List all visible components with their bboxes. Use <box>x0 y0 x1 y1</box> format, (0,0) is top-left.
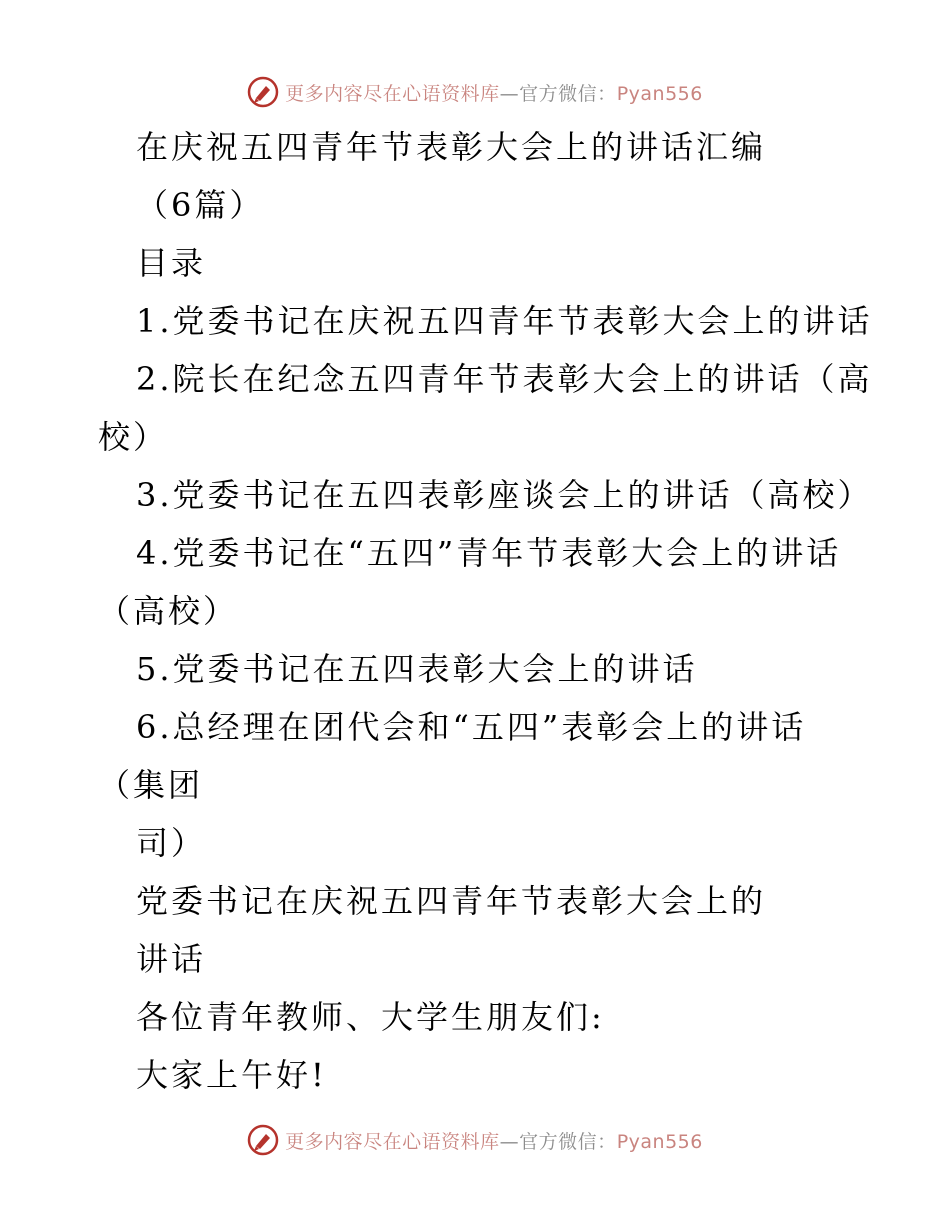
section-title: 党委书记在庆祝五四青年节表彰大会上的 <box>136 882 767 920</box>
salutation: 各位青年教师、大学生朋友们: <box>136 998 605 1036</box>
header-banner <box>0 72 950 112</box>
toc-item-6: 6.总经理在团代会和“五四”表彰会上的讲话 <box>136 708 807 746</box>
header-banner-text <box>285 79 703 106</box>
toc-item-3: 3.党委书记在五四表彰座谈会上的讲话（高校） <box>136 476 873 514</box>
toc-item-6-continued: （集团 <box>98 766 204 804</box>
banner-wechat-id: Pyan556 <box>616 1130 703 1153</box>
toc-heading: 目录 <box>136 244 207 282</box>
banner-main-text: 更多内容尽在心语资料库 <box>285 1130 500 1153</box>
toc-item-4: 4.党委书记在“五四”青年节表彰大会上的讲话 <box>136 534 842 572</box>
footer-banner <box>0 1120 950 1160</box>
footer-banner-text <box>285 1127 703 1154</box>
toc-item-2: 2.院长在纪念五四青年节表彰大会上的讲话（高 <box>136 360 873 398</box>
banner-wechat-label: 官方微信： <box>519 82 617 105</box>
toc-item-1: 1.党委书记在庆祝五四青年节表彰大会上的讲话 <box>136 302 873 340</box>
toc-item-5: 5.党委书记在五四表彰大会上的讲话 <box>136 650 698 688</box>
section-title-continued: 讲话 <box>136 940 207 978</box>
banner-main-text: 更多内容尽在心语资料库 <box>285 82 500 105</box>
banner-separator: — <box>499 1130 520 1153</box>
pen-logo-icon <box>247 76 279 108</box>
greeting: 大家上午好! <box>136 1056 327 1094</box>
document-subtitle: （6篇） <box>136 186 265 224</box>
toc-item-6-continued-2: 司） <box>136 824 207 862</box>
banner-separator: — <box>499 82 520 105</box>
banner-wechat-label: 官方微信： <box>519 1130 617 1153</box>
document-title: 在庆祝五四青年节表彰大会上的讲话汇编 <box>136 128 767 166</box>
banner-wechat-id: Pyan556 <box>616 82 703 105</box>
pen-logo-icon <box>247 1124 279 1156</box>
toc-item-4-continued: （高校） <box>98 592 239 630</box>
toc-item-2-continued: 校） <box>98 418 169 456</box>
